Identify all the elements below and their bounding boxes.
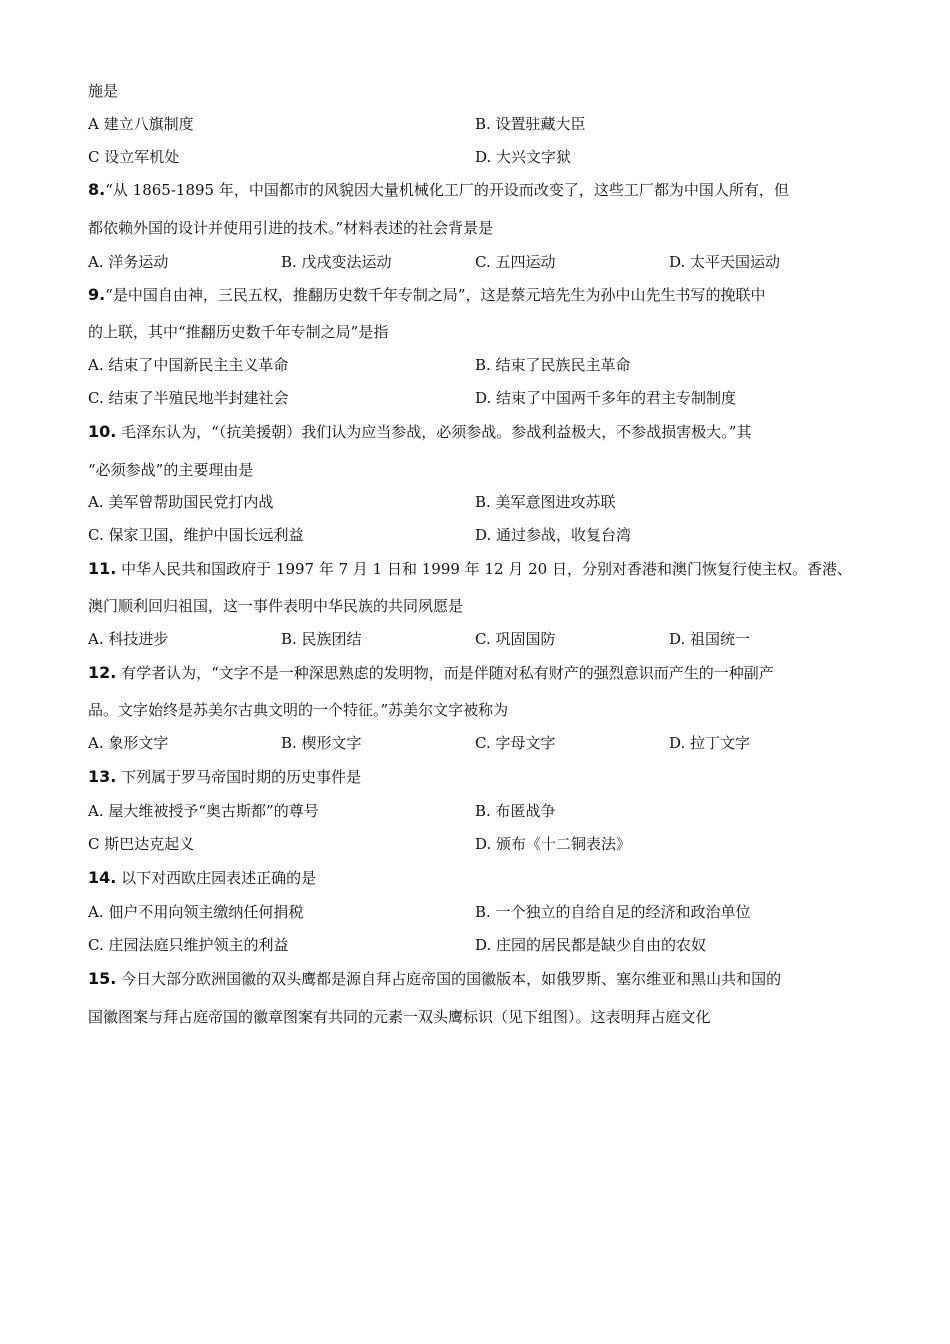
q14-option-b[interactable]: B. 一个独立的自给自足的经济和政治单位 — [475, 903, 751, 921]
q11-option-d[interactable]: D. 祖国统一 — [669, 630, 751, 648]
q9-stem-line2: 的上联，其中“推翻历史数千年专制之局”是指 — [88, 323, 389, 341]
q8-option-b[interactable]: B. 戊戌变法运动 — [281, 253, 392, 271]
q13-option-d[interactable]: D. 颁布《十二铜表法》 — [475, 835, 632, 853]
q7-option-d[interactable]: D. 大兴文字狱 — [475, 148, 572, 166]
q11-text-1: 中华人民共和国政府于 1997 年 7 月 1 日和 1999 年 12 月 20 日，分别对香港和澳门恢复行使主权。香港、 — [121, 560, 852, 578]
q8-text-1: “从 1865-1895 年，中国都市的风貌因大量机械化工厂的开设而改变了，这些工厂都为中国人所有，但 — [105, 181, 789, 199]
q10-option-d[interactable]: D. 通过参战，收复台湾 — [475, 526, 632, 544]
q10-stem-line2: “必须参战”的主要理由是 — [88, 461, 254, 479]
q10-number: 10. — [88, 422, 117, 441]
q10-option-a[interactable]: A. 美军曾帮助国民党打内战 — [88, 493, 274, 511]
q15-stem-line2: 国徽图案与拜占庭帝国的徽章图案有共同的元素一双头鹰标识（见下组图）。这表明拜占庭文化 — [88, 1008, 711, 1026]
q11-number: 11. — [88, 559, 117, 578]
q9-text-1: “是中国自由神，三民五权，推翻历史数千年专制之局”，这是蔡元培先生为孙中山先生书写的挽联中 — [105, 286, 766, 304]
q8-stem-line1 — [88, 180, 789, 200]
q12-stem-line1 — [88, 663, 774, 683]
q14-option-d[interactable]: D. 庄园的居民都是缺少自由的农奴 — [475, 936, 707, 954]
q10-text-1: 毛泽东认为，“（抗美援朝）我们认为应当参战，必须参战。参战利益极大，不参战损害极大。”其 — [121, 423, 752, 441]
q12-option-b[interactable]: B. 楔形文字 — [281, 734, 362, 752]
q12-option-a[interactable]: A. 象形文字 — [88, 734, 169, 752]
q11-option-b[interactable]: B. 民族团结 — [281, 630, 362, 648]
q14-option-c[interactable]: C. 庄园法庭只维护领主的利益 — [88, 936, 289, 954]
q14-text-1: 以下对西欧庄园表述正确的是 — [121, 869, 317, 887]
q13-option-a[interactable]: A. 屋大维被授予“奥古斯都”的尊号 — [88, 802, 319, 820]
q9-number: 9. — [88, 285, 106, 304]
q8-option-d[interactable]: D. 太平天国运动 — [669, 253, 781, 271]
q7-stem-tail: 施是 — [88, 82, 119, 100]
q9-option-d[interactable]: D. 结束了中国两千多年的君主专制制度 — [475, 389, 737, 407]
q10-option-c[interactable]: C. 保家卫国，维护中国长远利益 — [88, 526, 304, 544]
q15-text-1: 今日大部分欧洲国徽的双头鹰都是源自拜占庭帝国的国徽版本，如俄罗斯、塞尔维亚和黑山共和国的 — [121, 970, 782, 988]
q14-stem-line1 — [88, 868, 316, 888]
q13-option-c[interactable]: C 斯巴达克起义 — [88, 835, 195, 853]
q8-option-c[interactable]: C. 五四运动 — [475, 253, 556, 271]
q13-option-b[interactable]: B. 布匿战争 — [475, 802, 556, 820]
q7-option-c[interactable]: C 设立军机处 — [88, 148, 180, 166]
q15-number: 15. — [88, 969, 117, 988]
q7-option-a[interactable]: A 建立八旗制度 — [88, 115, 194, 133]
q9-stem-line1 — [88, 285, 766, 305]
q13-number: 13. — [88, 767, 117, 786]
q8-option-a[interactable]: A. 洋务运动 — [88, 253, 169, 271]
q8-number: 8. — [88, 180, 106, 199]
q13-stem-line1 — [88, 767, 361, 787]
q8-stem-line2: 都依赖外国的设计并使用引进的技术。”材料表述的社会背景是 — [88, 219, 494, 237]
q13-text-1: 下列属于罗马帝国时期的历史事件是 — [121, 768, 362, 786]
q14-option-a[interactable]: A. 佃户不用向领主缴纳任何捐税 — [88, 903, 304, 921]
q7-option-b[interactable]: B. 设置驻藏大臣 — [475, 115, 586, 133]
q11-stem-line1 — [88, 559, 852, 579]
q9-option-c[interactable]: C. 结束了半殖民地半封建社会 — [88, 389, 289, 407]
q11-option-c[interactable]: C. 巩固国防 — [475, 630, 556, 648]
q9-option-a[interactable]: A. 结束了中国新民主主义革命 — [88, 356, 289, 374]
q14-number: 14. — [88, 868, 117, 887]
q12-text-1: 有学者认为，“文字不是一种深思熟虑的发明物，而是伴随对私有财产的强烈意识而产生的一种副产 — [121, 664, 774, 682]
q12-stem-line2: 品。文字始终是苏美尔古典文明的一个特征。”苏美尔文字被称为 — [88, 701, 509, 719]
q10-stem-line1 — [88, 422, 751, 442]
q9-option-b[interactable]: B. 结束了民族民主革命 — [475, 356, 631, 374]
q11-option-a[interactable]: A. 科技进步 — [88, 630, 169, 648]
q12-option-c[interactable]: C. 字母文字 — [475, 734, 556, 752]
q12-option-d[interactable]: D. 拉丁文字 — [669, 734, 751, 752]
q10-option-b[interactable]: B. 美军意图进攻苏联 — [475, 493, 616, 511]
q15-stem-line1 — [88, 969, 781, 989]
q11-stem-line2: 澳门顺利回归祖国，这一事件表明中华民族的共同夙愿是 — [88, 597, 464, 615]
q12-number: 12. — [88, 663, 117, 682]
